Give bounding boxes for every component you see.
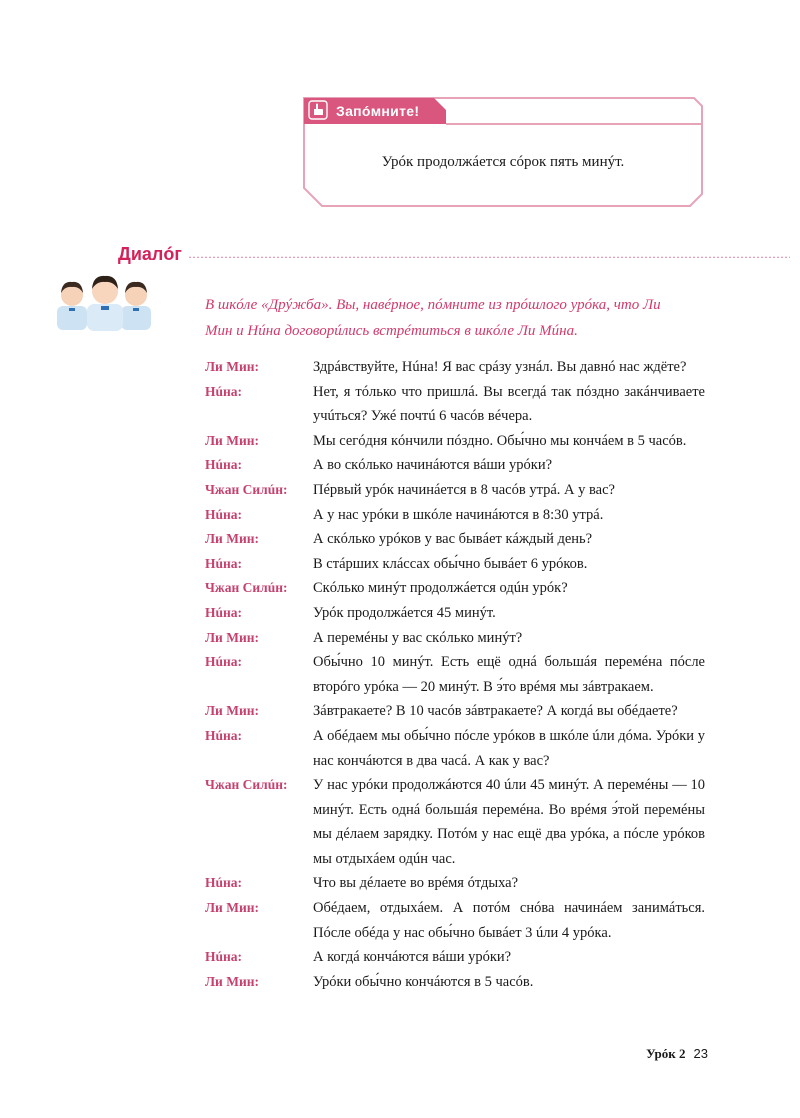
speech-text: Здрáвствуйте, Нúна! Я вас срáзу узнáл. Вы давнó нас ждёте?	[313, 359, 687, 375]
speaker-name: Ли Мин:	[205, 703, 260, 719]
dialogue-line	[205, 699, 705, 724]
speech-text: Зáвтракаете? В 10 часóв зáвтракаете? А когдá вы обéдаете?	[313, 703, 678, 720]
speech-text: А у нас урóки в шкóле начинáются в 8:30 утрá.	[313, 506, 604, 523]
speech-text: Что вы дéлаете во врéмя óтдыха?	[313, 875, 519, 892]
speaker-name: Чжан Силúн:	[205, 481, 288, 497]
dialogue-line	[205, 576, 705, 601]
speaker-name: Нúна:	[205, 555, 243, 571]
speech-text: У нас урóки продолжáются 40 úли 45 минýт. А перемéны — 10 минýт. Есть однá большáя перемéна. Во врéмя э́той перемéны мы дéлаем зарядку. Потóм у нас ещё два урóка, а пóсле урóков мы отдыхáем одúн час.	[313, 777, 705, 867]
speaker-name: Нúна:	[205, 506, 243, 522]
speaker-name: Ли Мин:	[205, 432, 260, 448]
dialog-heading: Диалóг	[118, 244, 182, 264]
page-footer	[646, 1046, 708, 1062]
speech-text: Урóки обы́чно кончáются в 5 часóв.	[313, 973, 534, 990]
speech-text: Обéдаем, отдыхáем. А потóм снóва начинáем занимáться. Пóсле обéда у нас обы́чно бывáет 3 úли 4 урóка.	[313, 900, 705, 941]
speaker-name: Ли Мин:	[205, 359, 260, 374]
speech-text: А когдá кончáются вáши урóки?	[313, 949, 512, 966]
speaker-name: Нúна:	[205, 654, 243, 670]
dialogue-line	[205, 970, 705, 995]
pointing-hand-icon	[308, 100, 328, 120]
speaker-name: Нúна:	[205, 604, 243, 620]
dialogue-line	[205, 552, 705, 577]
speech-text: Мы сегóдня кóнчили пóздно. Обы́чно мы кончáем в 5 часóв.	[313, 432, 687, 449]
speaker-name: Ли Мин:	[205, 629, 260, 645]
speaker-name: Ли Мин:	[205, 900, 260, 916]
speech-text: А во скóлько начинáются вáши урóки?	[313, 457, 553, 474]
dialogue-line	[205, 355, 705, 380]
speech-text: А обéдаем мы обы́чно пóсле урóков в шкóле úли дóма. Урóки у нас кончáются в два часá. А как у вас?	[313, 727, 705, 769]
speech-text: А скóлько урóков у вас бывáет кáждый день?	[313, 531, 593, 548]
dialogue	[205, 355, 705, 994]
dialogue-line	[205, 945, 705, 970]
dialogue-line	[205, 478, 705, 503]
remember-text: Урóк продолжáется сóрок пять минýт.	[381, 154, 625, 170]
speech-text: Скóлько минýт продолжáется одúн урóк?	[313, 580, 568, 597]
dotted-divider	[188, 256, 790, 258]
dialogue-line	[205, 896, 705, 945]
dialogue-line	[205, 626, 705, 651]
speaker-name: Ли Мин:	[205, 973, 260, 989]
dialogue-line	[205, 453, 705, 478]
dialogue-line	[205, 724, 705, 773]
speech-text: Пéрвый урóк начинáется в 8 часóв утрá. А у вас?	[313, 481, 615, 498]
dialogue-line	[205, 773, 705, 871]
speaker-name: Нúна:	[205, 875, 243, 891]
dialogue-line	[205, 601, 705, 626]
speech-text: В стáрших клáссах обы́чно бывáет 6 урóков.	[313, 555, 588, 572]
speech-text: Обы́чно 10 минýт. Есть ещё однá большáя перемéна пóсле вторóго урóка — 20 минýт. В э́то врéмя мы зáвтракаем.	[313, 654, 705, 695]
dialogue-line	[205, 527, 705, 552]
speaker-name: Нúна:	[205, 457, 243, 473]
dialog-intro: В шкóле «Дрýжба». Вы, навéрное, пóмните из прóшлого урóка, что Ли Мин и Нúна договорúлись встрéтиться в шкóле Ли Мúна.	[205, 297, 661, 339]
speaker-name: Нúна:	[205, 949, 243, 965]
speech-text: А перемéны у вас скóлько минýт?	[313, 629, 523, 646]
speaker-name: Нúна:	[205, 383, 243, 399]
dialogue-line	[205, 429, 705, 454]
speaker-name: Чжан Силúн:	[205, 777, 288, 793]
dialogue-line	[205, 503, 705, 528]
dialogue-line	[205, 871, 705, 896]
remember-box	[302, 96, 704, 208]
remember-title: Запóмните!	[336, 103, 420, 119]
dialogue-line	[205, 380, 705, 429]
speaker-name: Чжан Силúн:	[205, 580, 288, 596]
dialogue-line	[205, 650, 705, 699]
speaker-name: Ли Мин:	[205, 531, 260, 547]
speaker-name: Нúна:	[205, 727, 243, 743]
speech-text: Нет, я тóлько что пришлá. Вы всегдá так пóздно закáнчиваете учúться? Ужé почтú 6 часóв вéчера.	[313, 383, 705, 425]
students-illustration-icon	[55, 270, 155, 332]
lesson-label: Урóк 2	[646, 1046, 686, 1061]
page-number: 23	[693, 1046, 708, 1061]
speech-text: Урóк продолжáется 45 минýт.	[313, 604, 496, 621]
